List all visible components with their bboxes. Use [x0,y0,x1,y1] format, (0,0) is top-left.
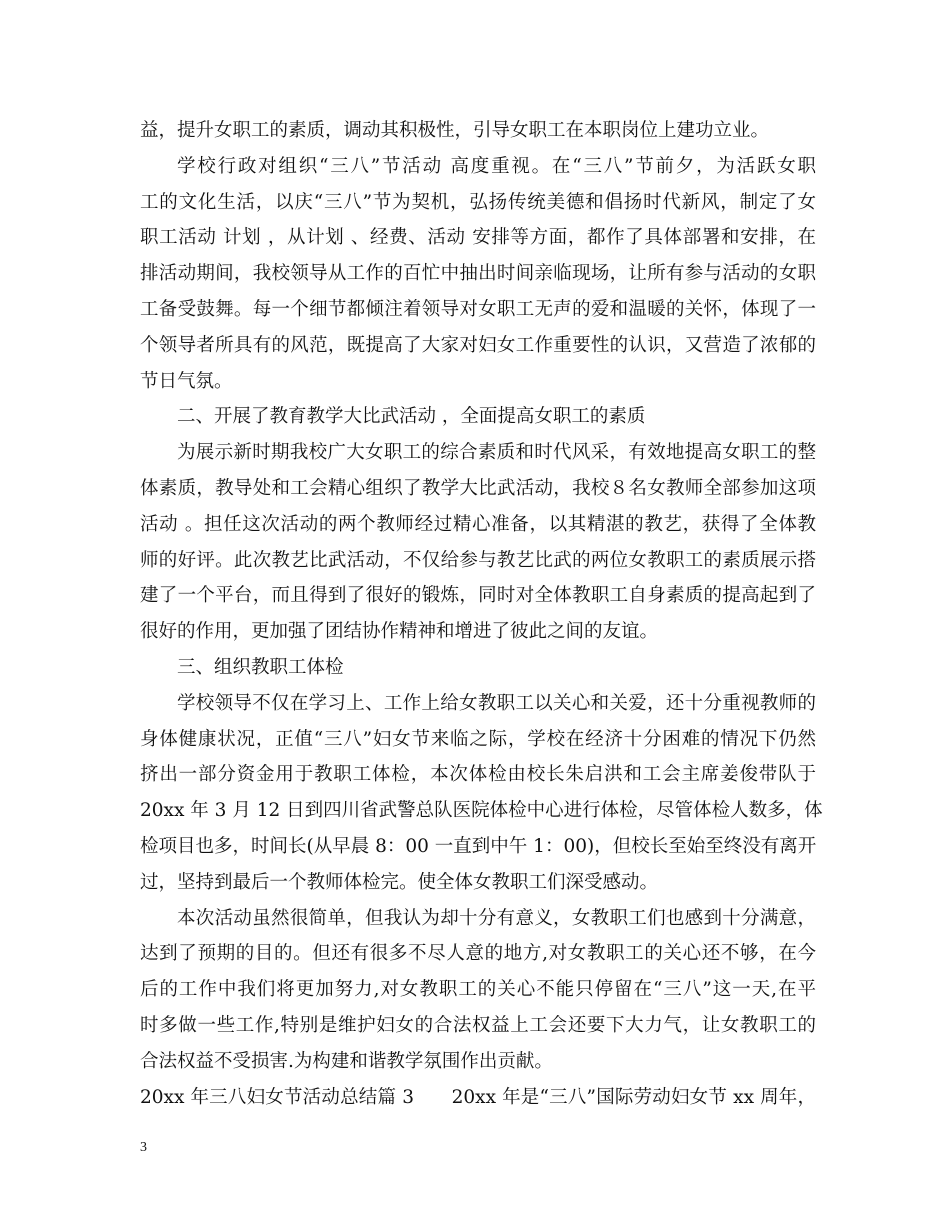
text-line: 时多做一些工作,特别是维护妇女的合法权益上工会还要下大力气，让女教职工的 [140,1014,816,1036]
text-line: 学校行政对组织“三八”节活动 高度重视。在“三八”节前夕，为活跃女职 [177,155,816,177]
text-line: 挤出一部分资金用于教职工体检，本次体检由校长朱启洪和工会主席姜俊带队于 [140,764,816,786]
text-line: 过，坚持到最后一个教师体检完。使全体女教职工们深受感动。 [140,871,659,893]
text-line: 职工活动 计划 ，从计划 、经费、活动 安排等方面，都作了具体部署和安排，在 [140,227,816,249]
text-line: 后的工作中我们将更加努力,对女教职工的关心不能只停留在“三八”这一天,在平 [140,979,816,1001]
text-line: 很好的作用，更加强了团结协作精神和增进了彼此之间的友谊。 [140,621,659,643]
text-line: 个领导者所具有的风范，既提高了大家对妇女工作重要性的认识，又营造了浓郁的 [140,334,816,356]
document-body [140,113,823,1115]
text-line: 三、组织教职工体检 [177,656,344,678]
text-line: 活动 。担任这次活动的两个教师经过精心准备，以其精湛的教艺，获得了全体教 [140,513,816,535]
text-line: 身体健康状况，正值“三八”妇女节来临之际，学校在经济十分困难的情况下仍然 [140,728,816,750]
text-line: 节日气氛。 [140,370,233,392]
text-line: 益，提升女职工的素质，调动其积极性，引导女职工在本职岗位上建功立业。 [140,120,770,141]
text-line: 为展示新时期我校广大女职工的综合素质和时代风采，有效地提高女职工的整 [177,442,816,464]
text-line: 师的好评。此次教艺比武活动，不仅给参与教艺比武的两位女教职工的素质展示搭 [140,549,816,571]
text-line: 20xx 年 3 月 12 日到四川省武警总队医院体检中心进行体检，尽管体检人数多，体 [140,800,823,822]
page-number: 3 [140,1140,147,1155]
text-line: 建了一个平台，而且得到了很好的锻炼，同时对全体教职工自身素质的提高起到了 [140,585,816,607]
text-line: 本次活动虽然很简单，但我认为却十分有意义，女教职工们也感到十分满意， [177,907,816,929]
text-line: 达到了预期的目的。但还有很多不尽人意的地方,对女教职工的关心还不够，在今 [140,943,816,965]
text-line: 工备受鼓舞。每一个细节都倾注着领导对女职工无声的爱和温暖的关怀，体现了一 [140,298,816,320]
text-line: 体素质，教导处和工会精心组织了教学大比武活动，我校８名女教师全部参加这项 [140,477,816,499]
text-line: 工的文化生活，以庆“三八”节为契机，弘扬传统美德和倡扬时代新风，制定了女 [140,191,816,213]
text-line: 合法权益不受损害.为构建和谐教学氛围作出贡献。 [140,1050,553,1072]
text-line: 检项目也多，时间长(从早晨 8：00 一直到中午 1：00)，但校长至始至终没有离开 [140,835,817,857]
text-line: 20xx 年三八妇女节活动总结篇 3 20xx 年是“三八”国际劳动妇女节 xx 周年， [140,1086,816,1108]
text-line: 学校领导不仅在学习上、工作上给女教职工以关心和关爱，还十分重视教师的 [177,692,816,714]
text-line: 二、开展了教育教学大比武活动 ，全面提高女职工的素质 [177,406,646,428]
text-line: 排活动期间，我校领导从工作的百忙中抽出时间亲临现场，让所有参与活动的女职 [140,263,816,285]
